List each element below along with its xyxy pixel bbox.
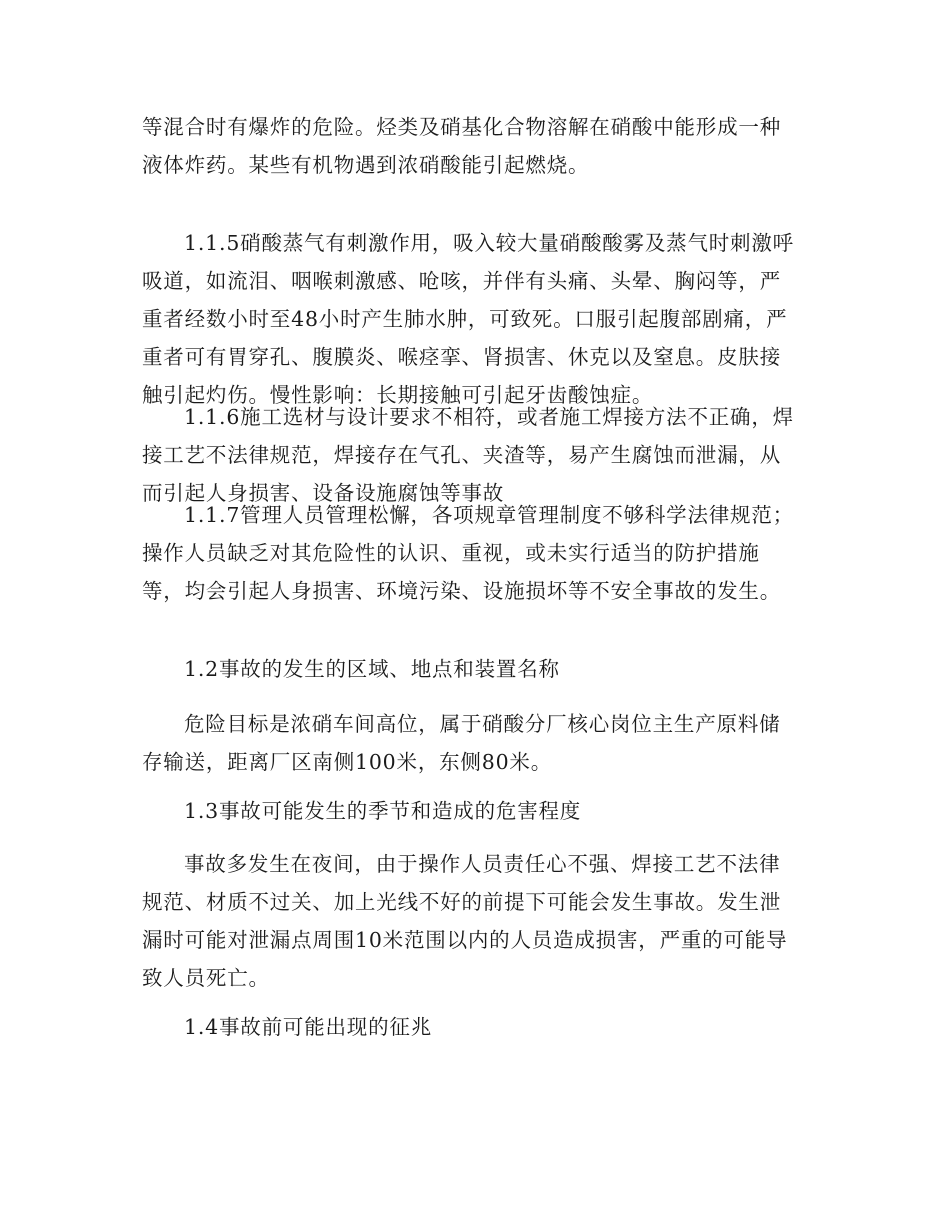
text-line: 危险目标是浓硝车间高位，属于硝酸分厂核心岗位主生产原料储 [184, 712, 781, 736]
paragraph-1-2 [142, 705, 812, 781]
heading-1-3 [142, 792, 812, 830]
text-line: 1.1.6施工选材与设计要求不相符，或者施工焊接方法不正确，焊 [184, 405, 794, 429]
text-line: 漏时可能对泄漏点周围10米范围以内的人员造成损害，严重的可能导 [142, 928, 788, 952]
text-line: 触引起灼伤。慢性影响：长期接触可引起牙齿酸蚀症。 [142, 383, 654, 407]
text-line: 重者可有胃穿孔、腹膜炎、喉痉挛、肾损害、休克以及窒息。皮肤接 [142, 345, 781, 369]
paragraph-1-3 [142, 845, 812, 997]
text-line: 重者经数小时至48小时产生肺水肿，可致死。口服引起腹部剧痛，严 [142, 307, 788, 331]
section-heading: 1.2事故的发生的区域、地点和装置名称 [184, 657, 560, 681]
text-line: 事故多发生在夜间，由于操作人员责任心不强、焊接工艺不法律 [184, 852, 781, 876]
paragraph-continuation [142, 108, 812, 184]
text-line: 1.1.7管理人员管理松懈，各项规章管理制度不够科学法律规范； [184, 503, 794, 527]
text-line: 而引起人身损害、设备设施腐蚀等事故 [142, 481, 505, 505]
heading-1-2 [142, 650, 812, 688]
text-line: 等，均会引起人身损害、环境污染、设施损坏等不安全事故的发生。 [142, 579, 781, 603]
section-heading: 1.3事故可能发生的季节和造成的危害程度 [184, 799, 582, 823]
text-line: 操作人员缺乏对其危险性的认识、重视，或未实行适当的防护措施 [142, 541, 760, 565]
heading-1-4 [142, 1008, 812, 1046]
text-line: 等混合时有爆炸的危险。烃类及硝基化合物溶解在硝酸中能形成一种 [142, 115, 781, 139]
text-line: 致人员死亡。 [142, 966, 270, 990]
text-line: 液体炸药。某些有机物遇到浓硝酸能引起燃烧。 [142, 153, 590, 177]
section-heading: 1.4事故前可能出现的征兆 [184, 1015, 433, 1039]
text-line: 存输送，距离厂区南侧100米，东侧80米。 [142, 750, 553, 774]
text-line: 规范、材质不过关、加上光线不好的前提下可能会发生事故。发生泄 [142, 890, 781, 914]
paragraph-1-1-5 [142, 224, 812, 414]
text-line: 吸道，如流泪、咽喉刺激感、呛咳，并伴有头痛、头晕、胸闷等，严 [142, 269, 781, 293]
paragraph-1-1-6 [142, 398, 812, 512]
paragraph-1-1-7 [142, 496, 812, 610]
text-line: 接工艺不法律规范，焊接存在气孔、夹渣等，易产生腐蚀而泄漏，从 [142, 443, 781, 467]
text-line: 1.1.5硝酸蒸气有刺激作用，吸入较大量硝酸酸雾及蒸气时刺激呼 [184, 231, 794, 255]
